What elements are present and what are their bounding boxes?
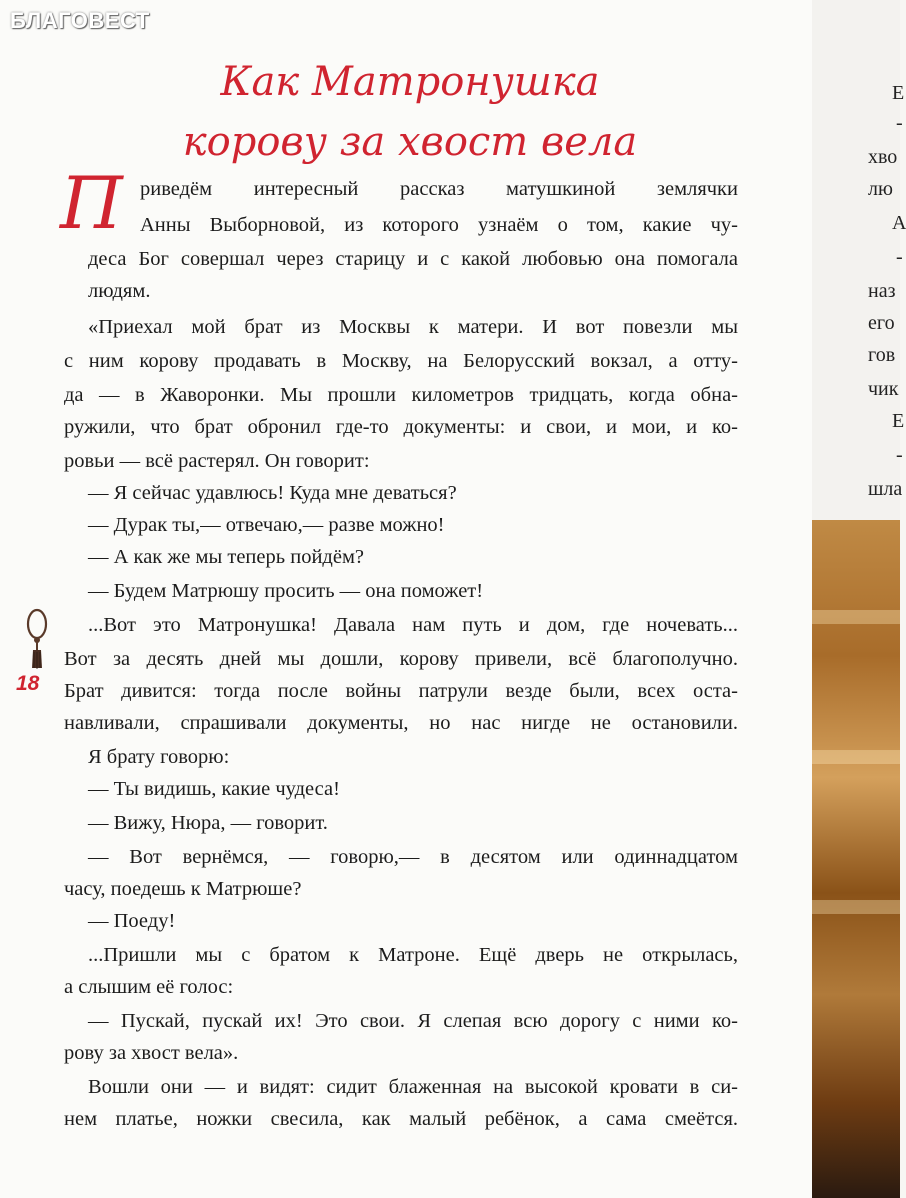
- text-line: часу, поедешь к Матрюше?: [64, 878, 302, 900]
- text-line: деса Бог совершал через старицу и с какой любовью она помогала: [88, 248, 738, 270]
- text-line: навливали, спрашивали документы, но нас нигде не остановили.: [64, 712, 738, 734]
- text-line: с ним корову продавать в Москву, на Белорусский вокзал, а отту-: [64, 350, 738, 372]
- text-line: рову за хвост вела».: [64, 1042, 239, 1064]
- text-line: — Дурак ты,— отвечаю,— разве можно!: [88, 514, 445, 536]
- adjacent-text-fragment: наз: [868, 280, 896, 302]
- text-line: «Приехал мой брат из Москвы к матери. И вот повезли мы: [88, 316, 738, 338]
- text-line: — Пускай, пускай их! Это свои. Я слепая всю дорогу с ними ко-: [88, 1010, 738, 1032]
- page-number: 18: [16, 672, 40, 695]
- adjacent-text-fragment: А: [892, 212, 906, 234]
- adjacent-text-fragment: Е: [892, 82, 905, 104]
- text-line: ...Пришли мы с братом к Матроне. Ещё дверь не открылась,: [88, 944, 738, 966]
- text-line: — А как же мы теперь пойдём?: [88, 546, 365, 568]
- text-line: риведём интересный рассказ матушкиной землячки: [140, 178, 738, 200]
- adjacent-text-fragment: лю: [868, 178, 893, 200]
- text-line: — Я сейчас удавлюсь! Куда мне деваться?: [88, 482, 457, 504]
- chapter-title-line-2: корову за хвост вела: [182, 119, 638, 165]
- text-line: — Ты видишь, какие чудеса!: [88, 778, 340, 800]
- adjacent-photo: [812, 520, 900, 1198]
- adjacent-text-fragment: шла: [868, 478, 903, 500]
- prayer-rope-icon: [22, 606, 52, 676]
- text-line: нем платье, ножки свесила, как малый ребёнок, а сама смеётся.: [64, 1108, 738, 1130]
- text-line: Я брату говорю:: [88, 746, 230, 768]
- text-line: ружили, что брат обронил где-то документы: и свои, и мои, и ко-: [64, 416, 738, 438]
- chapter-title-line-1: Как Матронушка: [220, 59, 600, 105]
- adjacent-text-fragment: его: [868, 312, 895, 334]
- adjacent-text-fragment: Е: [892, 410, 905, 432]
- adjacent-text-fragment: -: [896, 112, 903, 134]
- text-line: Брат дивится: тогда после войны патрули везде были, всех оста-: [64, 680, 738, 702]
- adjacent-text-fragment: гов: [868, 344, 896, 366]
- drop-cap: П: [60, 161, 123, 245]
- text-line: а слышим её голос:: [64, 976, 234, 998]
- text-line: ровьи — всё растерял. Он говорит:: [64, 450, 370, 472]
- text-line: — Вижу, Нюра, — говорит.: [88, 812, 328, 834]
- text-line: людям.: [88, 280, 151, 302]
- adjacent-text-fragment: -: [896, 444, 903, 466]
- text-line: — Будем Матрюшу просить — она поможет!: [88, 580, 484, 602]
- text-line: да — в Жаворонки. Мы прошли километров тридцать, когда обна-: [64, 384, 738, 406]
- text-line: — Вот вернёмся, — говорю,— в десятом или одиннадцатом: [88, 846, 738, 868]
- adjacent-text-fragment: чик: [868, 378, 899, 400]
- adjacent-page-edge: [812, 0, 906, 1198]
- text-line: Анны Выборновой, из которого узнаём о том, какие чу-: [140, 214, 738, 236]
- chapter-title: [150, 52, 670, 172]
- adjacent-text-fragment: -: [896, 246, 903, 268]
- text-line: ...Вот это Матронушка! Давала нам путь и дом, где ночевать...: [88, 614, 738, 636]
- watermark: БЛАГОВЕСТ: [10, 8, 150, 33]
- text-line: — Поеду!: [88, 910, 176, 932]
- text-line: Вот за десять дней мы дошли, корову привели, всё благополучно.: [64, 648, 738, 670]
- text-line: Вошли они — и видят: сидит блаженная на высокой кровати в си-: [88, 1076, 738, 1098]
- adjacent-text-fragment: хво: [868, 146, 898, 168]
